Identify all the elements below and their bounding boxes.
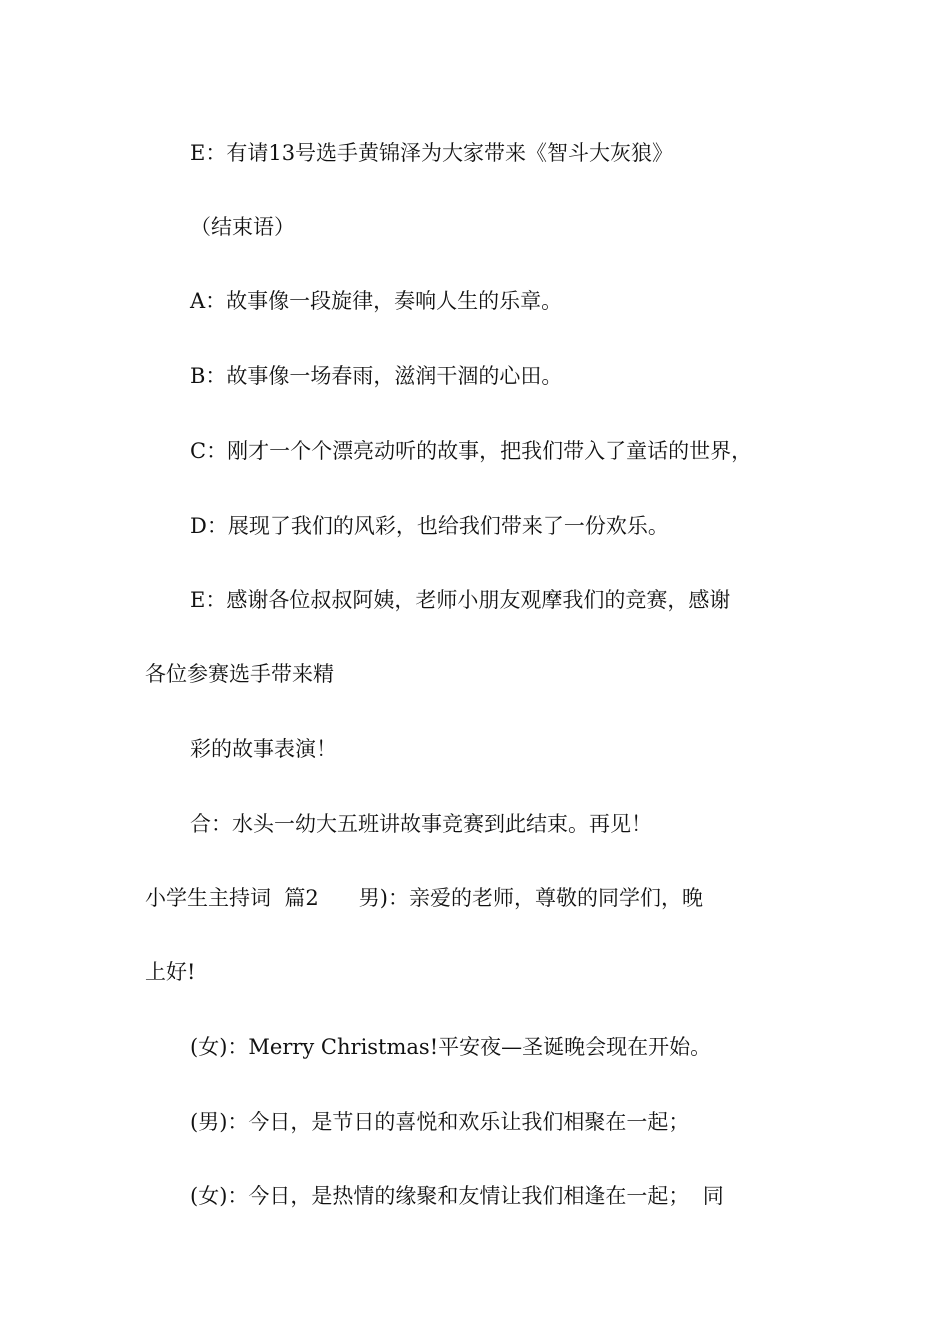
paragraph-line: A：故事像一段旋律，奏响人生的乐章。 xyxy=(190,289,563,313)
paragraph-line: B：故事像一场春雨，滋润干涸的心田。 xyxy=(190,364,563,388)
paragraph-line: 合：水头一幼大五班讲故事竞赛到此结束。再见！ xyxy=(190,812,652,836)
paragraph-line: E：有请13号选手黄锦泽为大家带来《智斗大灰狼》 xyxy=(190,141,674,165)
paragraph-line: 彩的故事表演！ xyxy=(190,737,337,761)
paragraph-line: C：刚才一个个漂亮动听的故事，把我们带入了童话的世界， xyxy=(190,439,753,463)
paragraph-line: (女)：Merry Christmas!平安夜—圣诞晚会现在开始。 xyxy=(190,1035,712,1059)
paragraph-line: (女)：今日，是热情的缘聚和友情让我们相逢在一起； 同 xyxy=(190,1184,724,1208)
paragraph-line: 上好! xyxy=(145,960,196,984)
paragraph-line: E：感谢各位叔叔阿姨，老师小朋友观摩我们的竞赛，感谢 xyxy=(190,588,731,612)
section-heading-line: 小学生主持词 篇2 男)：亲爱的老师，尊敬的同学们，晚 xyxy=(145,886,703,910)
paragraph-line: (男)：今日，是节日的喜悦和欢乐让我们相聚在一起； xyxy=(190,1110,690,1134)
paragraph-line: 各位参赛选手带来精 xyxy=(145,662,334,686)
paragraph-line: （结束语） xyxy=(190,215,295,239)
paragraph-line: D：展现了我们的风彩，也给我们带来了一份欢乐。 xyxy=(190,514,669,538)
